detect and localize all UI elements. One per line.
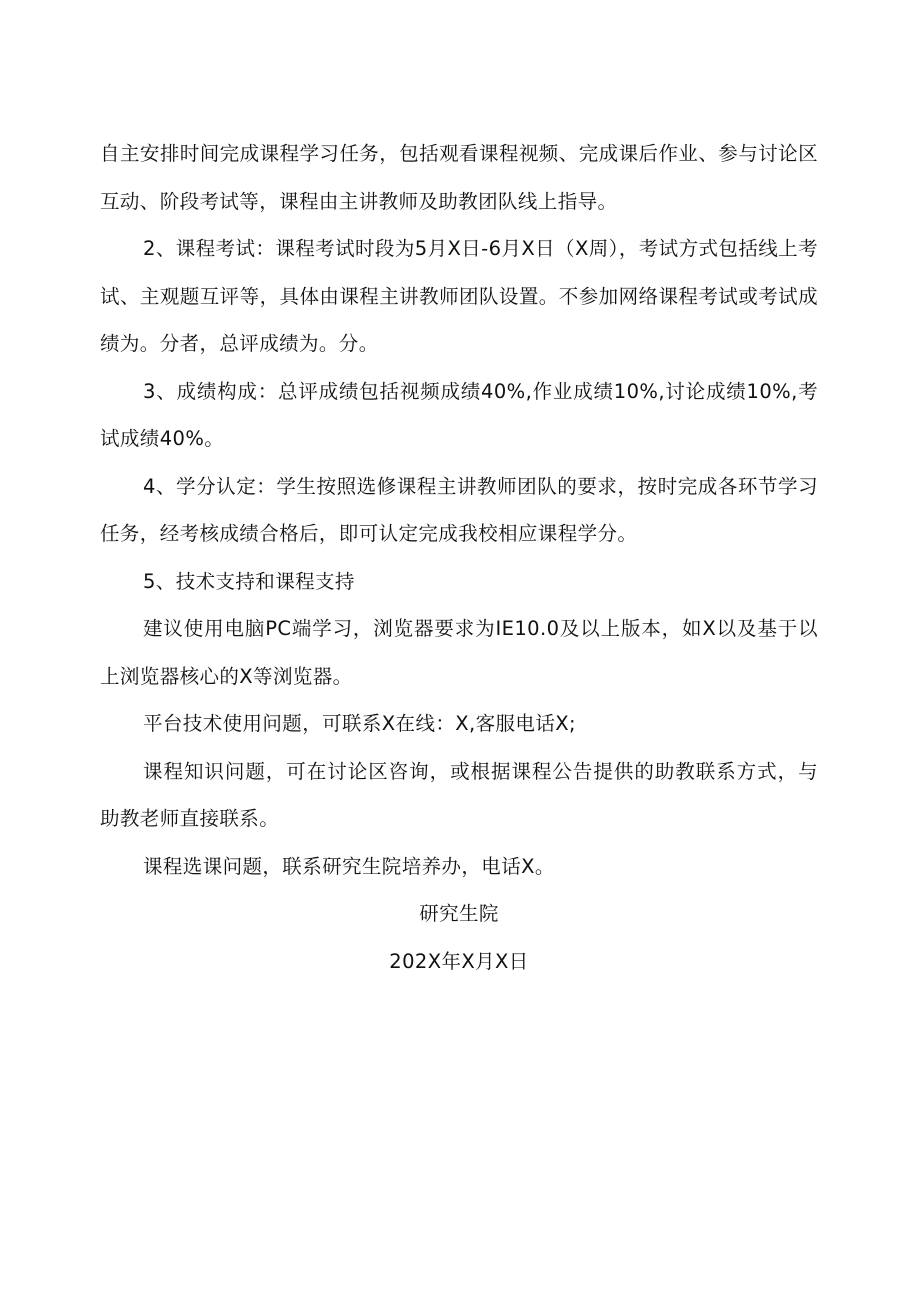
paragraph-technical-contact: 平台技术使用问题，可联系X在线：X,客服电话X; xyxy=(143,712,576,735)
paragraph-knowledge-contact: 课程知识问题，可在讨论区咨询，或根据课程公告提供的助教联系方式，与助教老师直接联系。 xyxy=(100,759,818,830)
paragraph-course-exam: 2、课程考试：课程考试时段为5月X日-6月X日（X周），考试方式包括线上考试、主观题互评等，具体由课程主讲教师团队设置。不参加网络课程考试或考试成绩为。分者，总评成绩为。分。 xyxy=(100,237,818,355)
signature-organization: 研究生院 xyxy=(419,902,499,925)
paragraph-course-arrangement: 自主安排时间完成课程学习任务，包括观看课程视频、完成课后作业、参与讨论区互动、阶段考试等，课程由主讲教师及助教团队线上指导。 xyxy=(100,142,818,213)
paragraph-browser-recommendation: 建议使用电脑PC端学习，浏览器要求为IE10.0及以上版本，如X以及基于以上浏览器核心的X等浏览器。 xyxy=(100,617,818,688)
paragraph-credit-recognition: 4、学分认定：学生按照选修课程主讲教师团队的要求，按时完成各环节学习任务，经考核成绩合格后，即可认定完成我校相应课程学分。 xyxy=(100,474,818,545)
paragraph-grade-composition: 3、成绩构成：总评成绩包括视频成绩40%,作业成绩10%,讨论成绩10%,考试成绩40%。 xyxy=(100,379,818,450)
document-body xyxy=(100,130,818,985)
paragraph-enrollment-contact: 课程选课问题，联系研究生院培养办，电话X。 xyxy=(143,854,555,878)
paragraph-support-heading: 5、技术支持和课程支持 xyxy=(143,569,355,593)
signature-date: 202X年X月X日 xyxy=(389,949,529,973)
